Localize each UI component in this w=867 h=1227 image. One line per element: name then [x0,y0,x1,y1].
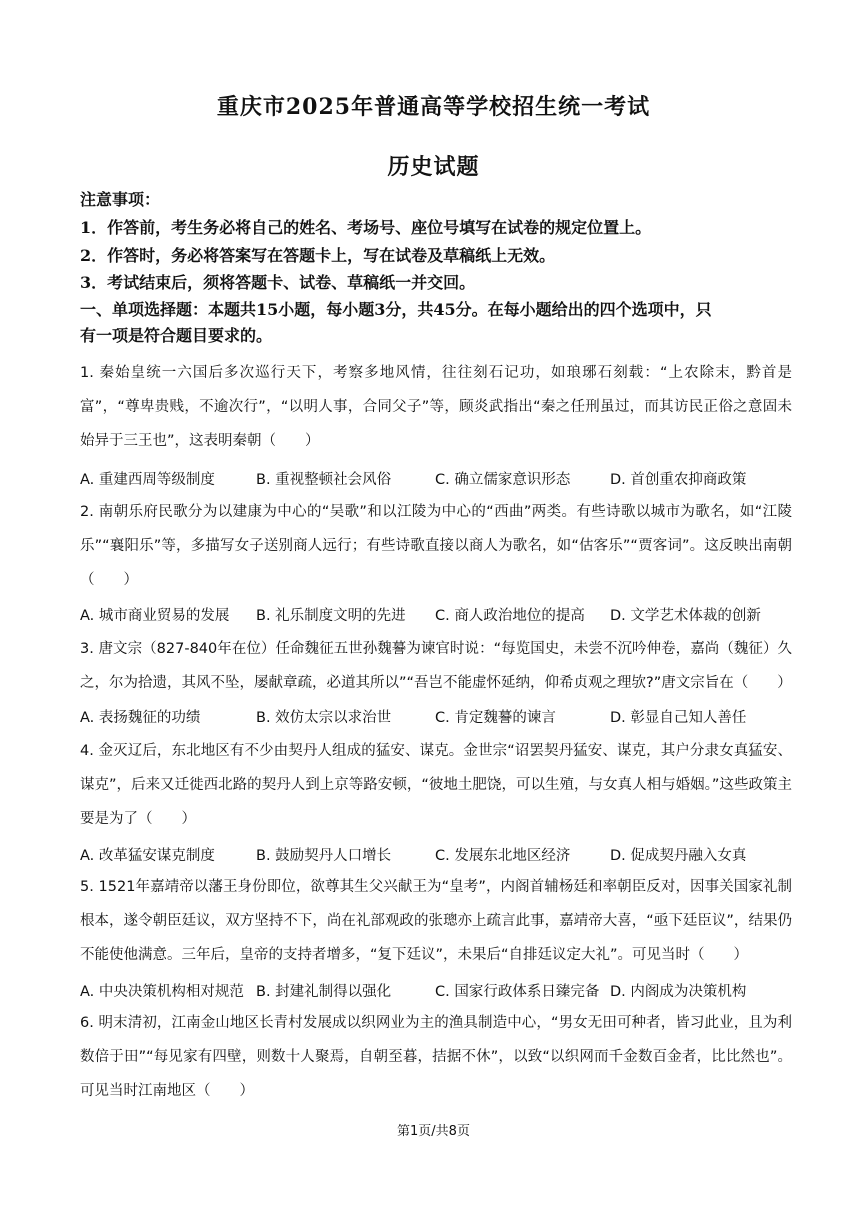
option-d[interactable]: D. 促成契丹融入女真 [610,848,747,864]
question-5: 5. 1521年嘉靖帝以藩王身份即位，欲尊其生父兴献王为“皇考”，内阁首辅杨廷和率朝臣反对，因事关国家礼制根本，遂令朝臣廷议，双方坚持不下，尚在礼部观政的张璁亦上疏言此事，嘉靖帝大喜，“亟下廷臣议”，结果仍不能使他满意。三年后，皇帝的支持者增多，“复下廷议”，未果后“自排廷议定大礼”。可见当时（ ） [80,879,792,963]
option-a[interactable]: A. 重建西周等级制度 [80,472,215,488]
option-c[interactable]: C. 商人政治地位的提高 [435,608,585,624]
option-a[interactable]: A. 改革猛安谋克制度 [80,848,215,864]
option-c[interactable]: C. 肯定魏謩的谏言 [435,710,556,726]
option-c[interactable]: C. 发展东北地区经济 [435,848,571,864]
exam-subject: 历史试题 [387,154,480,180]
option-b[interactable]: B. 重视整顿社会风俗 [256,472,392,488]
notice-item: 1．作答前，考生务必将自己的姓名、考场号、座位号填写在试卷的规定位置上。 [80,218,652,237]
notice-item: 3．考试结束后，须将答题卡、试卷、草稿纸一并交回。 [80,273,476,292]
question-3-options [80,706,800,726]
option-a[interactable]: A. 中央决策机构相对规范 [80,984,244,1000]
exam-title: 重庆市2025年普通高等学校招生统一考试 [216,94,651,120]
section-instruction-cont: 有一项是符合题目要求的。 [80,326,273,345]
page-number: 第1页/共8页 [397,1124,470,1139]
question-5-options [80,980,800,1000]
option-b[interactable]: B. 鼓励契丹人口增长 [256,848,392,864]
option-b[interactable]: B. 礼乐制度文明的先进 [256,608,406,624]
option-a[interactable]: A. 城市商业贸易的发展 [80,608,230,624]
option-d[interactable]: D. 内阁成为决策机构 [610,984,747,1000]
option-b[interactable]: B. 封建礼制得以强化 [256,984,392,1000]
question-4: 4. 金灭辽后，东北地区有不少由契丹人组成的猛安、谋克。金世宗“诏罢契丹猛安、谋克，其户分隶女真猛安、谋克”，后来又迁徙西北路的契丹人到上京等路安顿，“彼地土肥饶，可以生殖，与女真人相与婚姻。”这些政策主要是为了（ ） [80,743,792,827]
option-b[interactable]: B. 效仿太宗以求治世 [256,710,392,726]
notice-heading: 注意事项： [80,190,161,209]
option-d[interactable]: D. 彰显自己知人善任 [610,710,747,726]
question-2-options [80,604,800,624]
question-1: 1. 秦始皇统一六国后多次巡行天下，考察多地风情，往往刻石记功，如琅琊石刻载：“上农除末，黔首是富”，“尊卑贵贱，不逾次行”，“以明人事，合同父子”等，顾炎武指出“秦之任刑虽过，而其访民正俗之意固未始异于三王也”，这表明秦朝（ ） [80,365,792,449]
question-1-options [80,468,800,488]
section-instruction: 一、单项选择题：本题共15小题，每小题3分，共45分。在每小题给出的四个选项中，只 [80,300,712,319]
question-4-options [80,844,800,864]
notice-item: 2．作答时，务必将答案写在答题卡上，写在试卷及草稿纸上无效。 [80,246,556,265]
option-c[interactable]: C. 国家行政体系日臻完备 [435,984,600,1000]
option-d[interactable]: D. 文学艺术体裁的创新 [610,608,761,624]
option-a[interactable]: A. 表扬魏征的功绩 [80,710,201,726]
option-d[interactable]: D. 首创重农抑商政策 [610,472,747,488]
question-2: 2. 南朝乐府民歌分为以建康为中心的“吴歌”和以江陵为中心的“西曲”两类。有些诗歌以城市为歌名，如“江陵乐”“襄阳乐”等，多描写女子送别商人远行；有些诗歌直接以商人为歌名，如“估客乐”“贾客词”。这反映出南朝（ ） [80,504,792,588]
question-3: 3. 唐文宗（827-840年在位）任命魏征五世孙魏謩为谏官时说：“每览国史，未尝不沉吟伸卷，嘉尚（魏征）久之，尔为拾遗，其风不坠，屡献章疏，必道其所以”“吾岂不能虚怀延纳，仰希贞观之理欤?”唐文宗旨在（ ） [80,641,792,691]
option-c[interactable]: C. 确立儒家意识形态 [435,472,571,488]
question-6: 6. 明末清初，江南金山地区长青村发展成以织网业为主的渔具制造中心，“男女无田可种者，皆习此业，且为利数倍于田”“每见家有四壁，则数十人聚焉，自朝至暮，拮据不休”，以致“以织网而千金数百金者，比比然也”。可见当时江南地区（ ） [80,1015,792,1099]
